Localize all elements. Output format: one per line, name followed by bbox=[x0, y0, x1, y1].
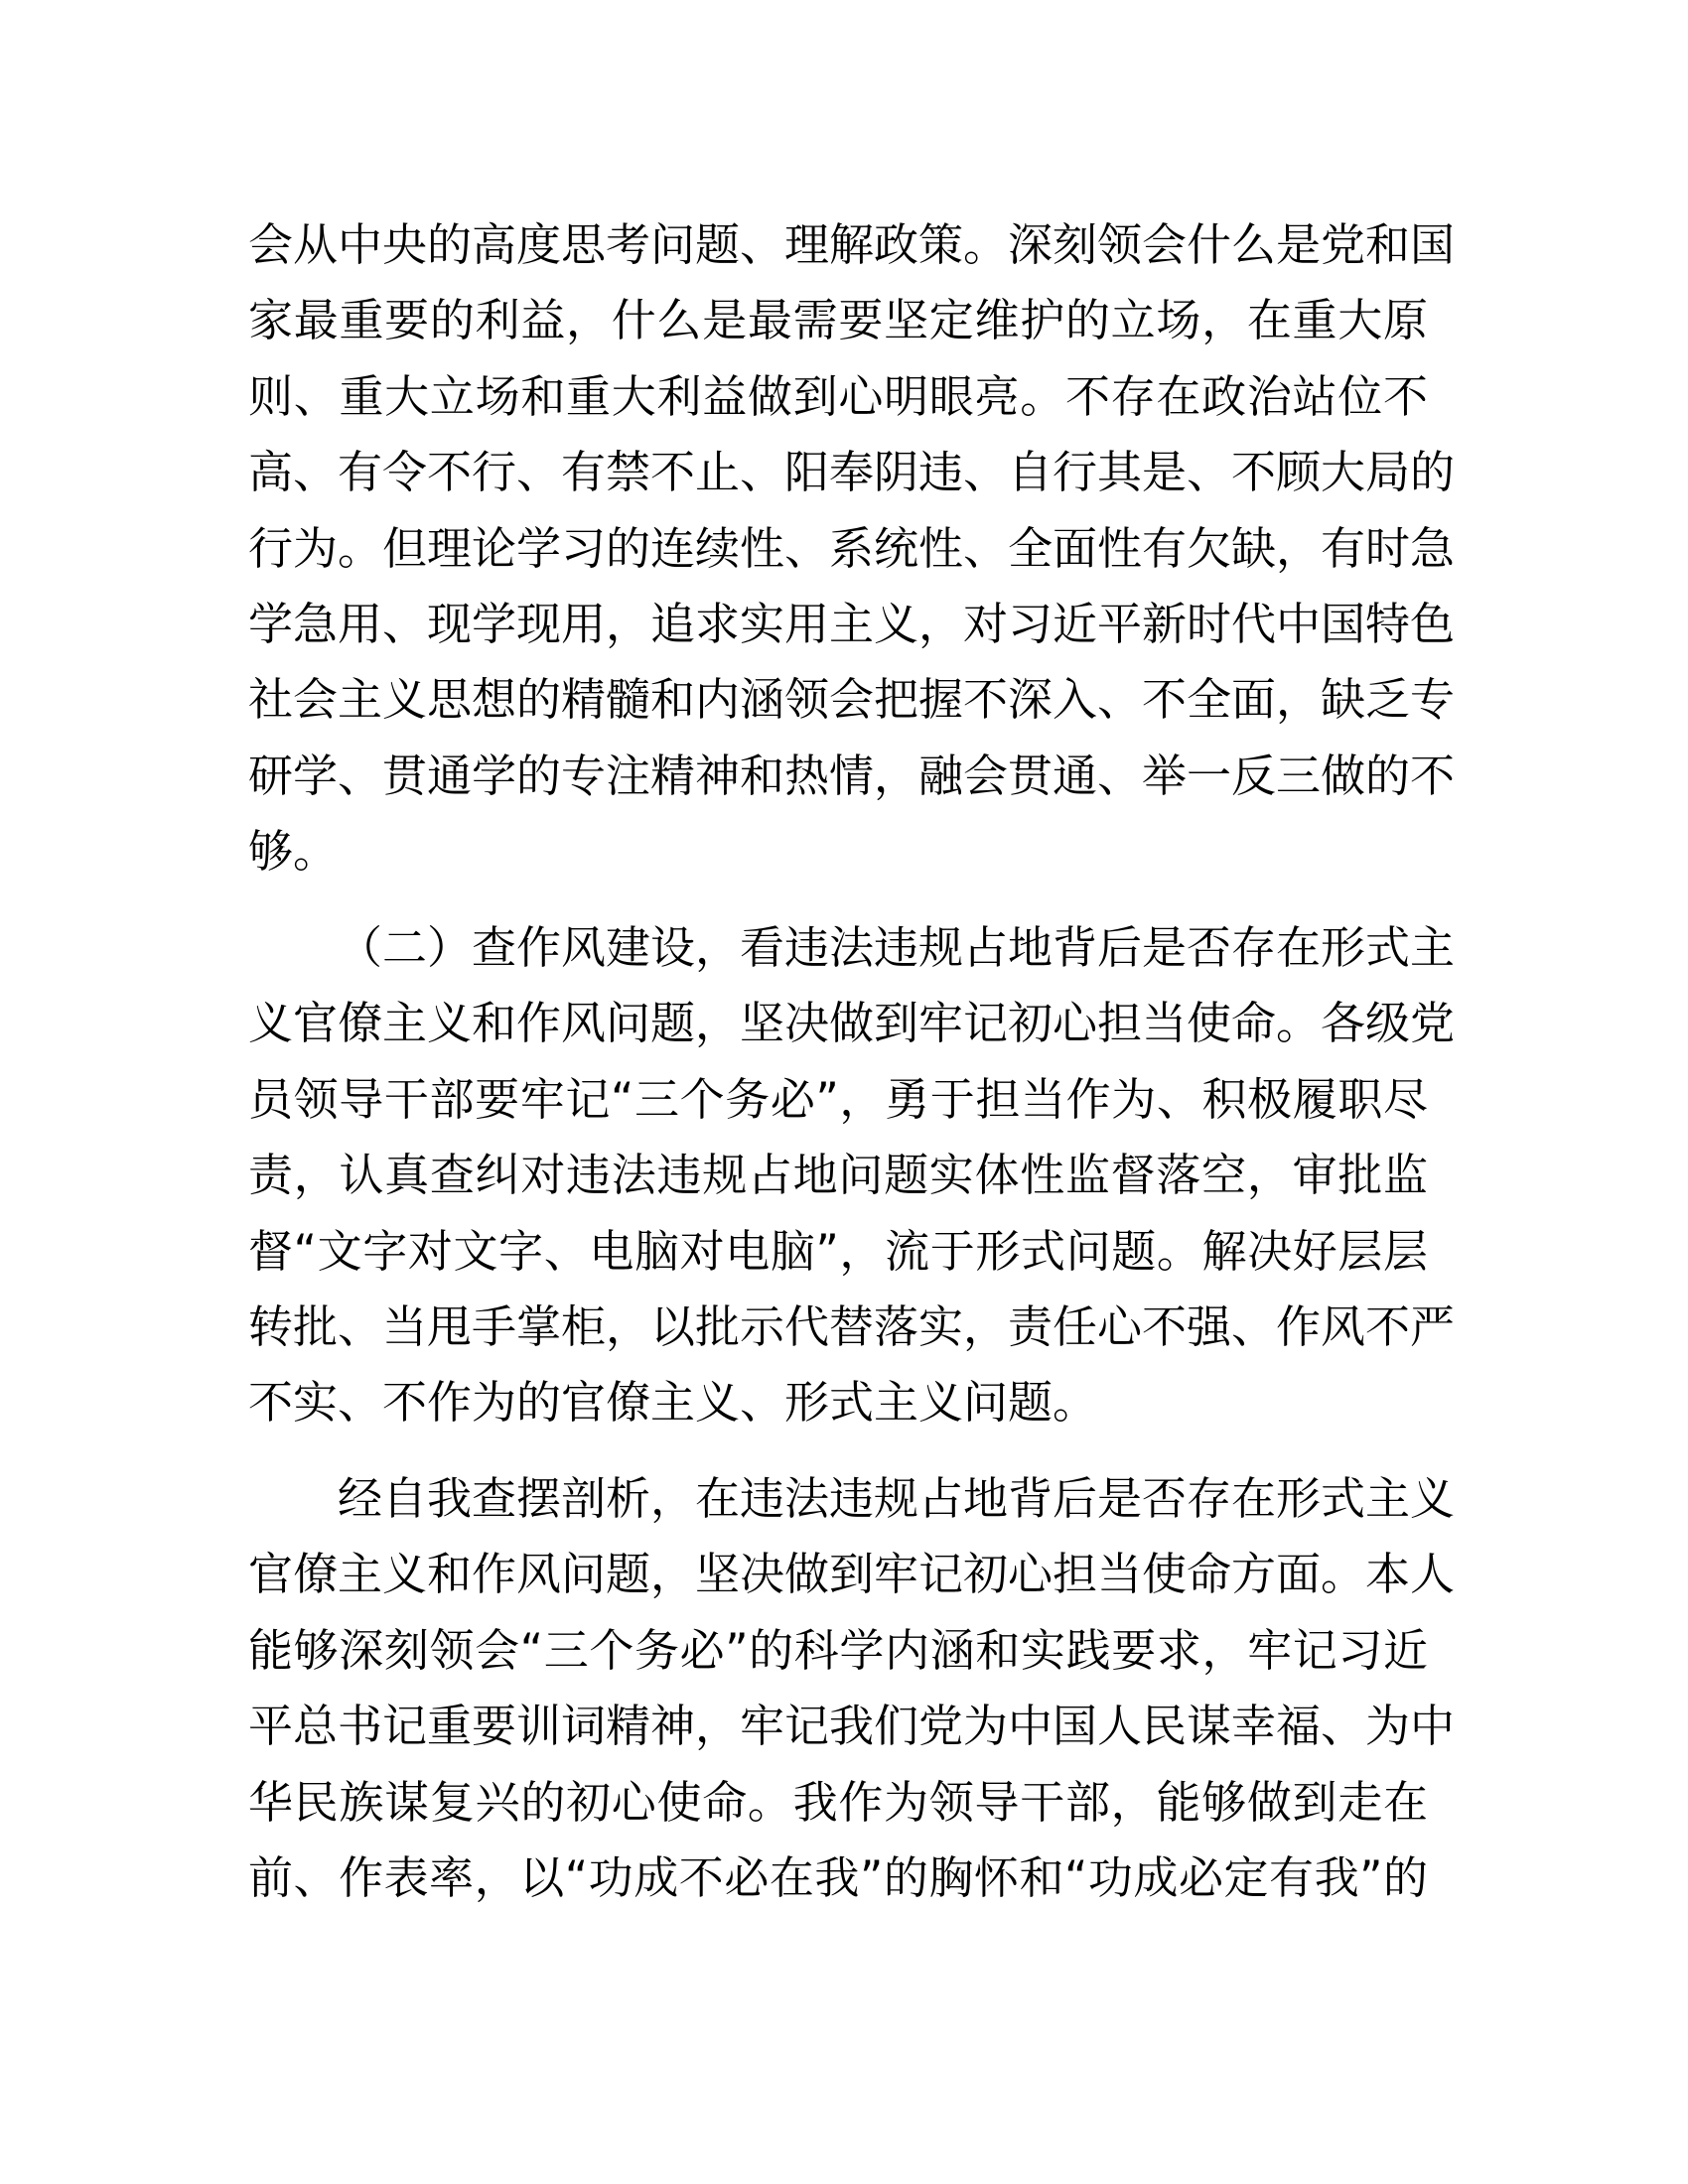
text-line: 家最重要的利益，什么是最需要坚定维护的立场，在重大原 bbox=[248, 294, 1428, 347]
text-line: 学急用、现学现用，追求实用主义，对习近平新时代中国特色 bbox=[248, 597, 1456, 650]
text-line: 前、作表率，以“功成不必在我”的胸怀和“功成必定有我”的 bbox=[248, 1850, 1428, 1904]
text-line: 官僚主义和作风问题，坚决做到牢记初心担当使命方面。本人 bbox=[248, 1548, 1456, 1601]
text-line: 责，认真查纠对违法违规占地问题实体性监督落空，审批监 bbox=[248, 1149, 1428, 1202]
text-line: 研学、贯通学的专注精神和热情，融会贯通、举一反三做的不 bbox=[248, 749, 1456, 802]
text-line: 能够深刻领会“三个务必”的科学内涵和实践要求，牢记习近 bbox=[248, 1623, 1428, 1677]
text-line: （二）查作风建设，看违法违规占地背后是否存在形式主 bbox=[338, 921, 1456, 974]
text-line: 华民族谋复兴的初心使命。我作为领导干部，能够做到走在 bbox=[248, 1775, 1428, 1829]
text-line: 员领导干部要牢记“三个务必”，勇于担当作为、积极履职尽 bbox=[248, 1072, 1428, 1126]
text-line: 平总书记重要训词精神，牢记我们党为中国人民谋幸福、为中 bbox=[248, 1700, 1456, 1753]
text-line: 行为。但理论学习的连续性、系统性、全面性有欠缺，有时急 bbox=[248, 521, 1456, 575]
paragraph-3 bbox=[248, 1461, 1456, 1916]
paragraph-1 bbox=[248, 207, 1456, 890]
text-line: 督“文字对文字、电脑对电脑”，流于形式问题。解决好层层 bbox=[248, 1224, 1428, 1278]
text-line: 够。 bbox=[248, 825, 339, 879]
text-line: 不实、不作为的官僚主义、形式主义问题。 bbox=[248, 1376, 1098, 1430]
text-line: 社会主义思想的精髓和内涵领会把握不深入、不全面，缺乏专 bbox=[248, 673, 1456, 727]
text-line: 转批、当甩手掌柜，以批示代替落实，责任心不强、作风不严 bbox=[248, 1299, 1456, 1353]
text-line: 义官僚主义和作风问题，坚决做到牢记初心担当使命。各级党 bbox=[248, 997, 1456, 1050]
text-line: 经自我查摆剖析，在违法违规占地背后是否存在形式主义 bbox=[338, 1472, 1456, 1525]
text-line: 高、有令不行、有禁不止、阳奉阴违、自行其是、不顾大局的 bbox=[248, 446, 1456, 499]
paragraph-2-section-heading bbox=[248, 910, 1456, 1441]
text-line: 会从中央的高度思考问题、理解政策。深刻领会什么是党和国 bbox=[248, 218, 1456, 271]
text-line: 则、重大立场和重大利益做到心明眼亮。不存在政治站位不 bbox=[248, 369, 1428, 423]
